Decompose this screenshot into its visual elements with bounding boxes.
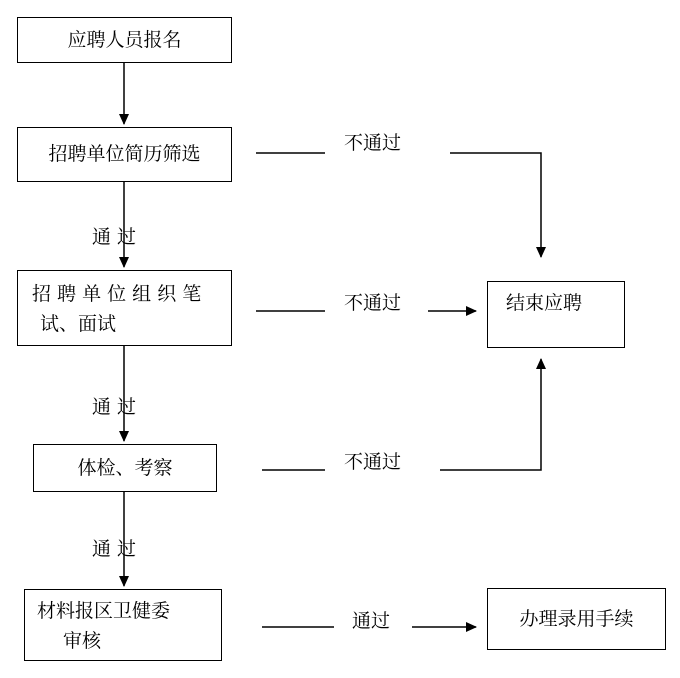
edge-label-pass-2: 通 过 [92,396,137,418]
fail-3-right-path [440,359,541,470]
node-physical-label: 体检、考察 [77,456,173,479]
fail-1-right-path [450,153,541,257]
node-screening [17,127,232,182]
node-review [24,589,222,661]
edge-label-pass-1: 通 过 [92,226,137,248]
node-apply-label: 应聘人员报名 [67,28,182,51]
edge-label-pass-final: 通过 [352,610,391,632]
edge-label-fail-3: 不通过 [344,451,402,473]
node-end-label: 结束应聘 [506,292,583,314]
node-exam [17,270,232,346]
node-review-label-line2: 审核 [63,630,102,653]
node-exam-label-line2: 试、面试 [40,313,117,336]
node-review-label-line1: 材料报区卫健委 [37,600,171,622]
edge-label-fail-1: 不通过 [344,132,402,154]
node-exam-label-line1: 招 聘 单 位 组 织 笔 [32,283,202,305]
edge-label-fail-2: 不通过 [344,292,402,314]
edge-label-pass-3: 通 过 [92,538,137,560]
node-physical [33,444,217,492]
node-hire [487,588,666,650]
node-hire-label: 办理录用手续 [519,607,634,630]
node-screening-label: 招聘单位简历筛选 [48,143,201,166]
node-apply [17,17,232,63]
node-end [487,281,625,348]
